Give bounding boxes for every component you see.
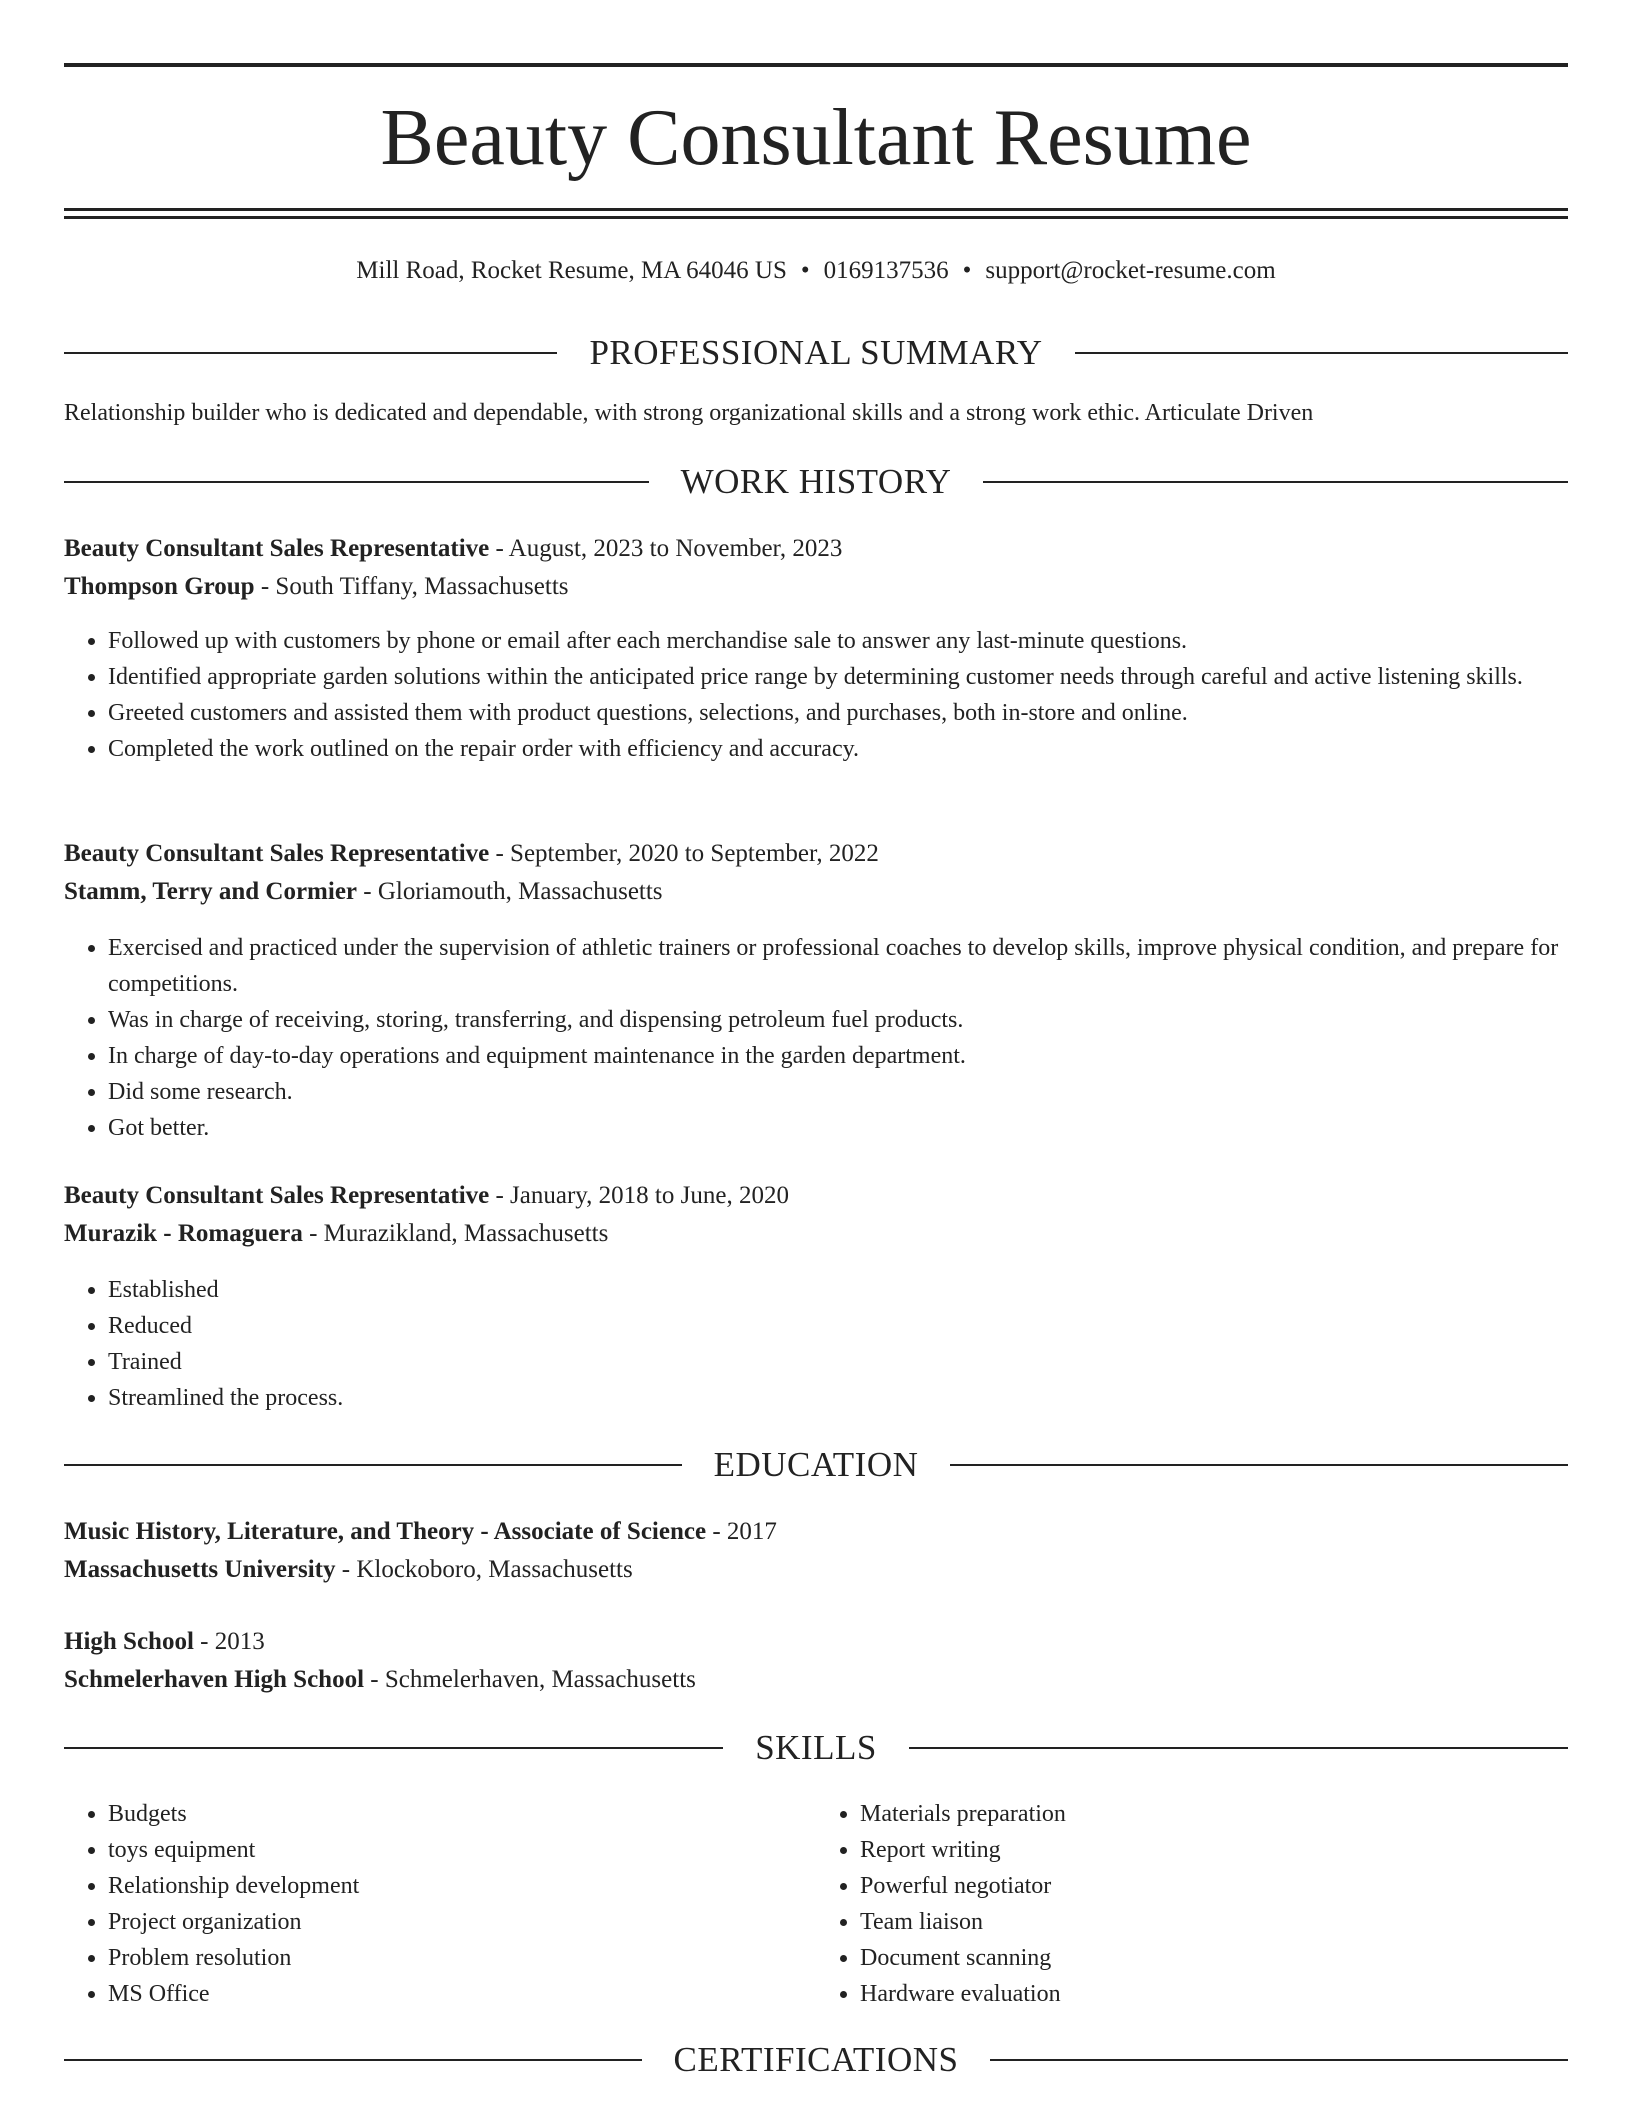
job-company-line: [64, 1215, 1568, 1253]
skills-column-left: [64, 1796, 816, 2012]
section-heading-work-history: [64, 460, 1568, 504]
job-bullet: • Trained: [108, 1344, 1568, 1380]
education-entry: [64, 1513, 1568, 1589]
job-bullet: • In charge of day-to-day operations and equipment maintenance in the garden department.: [108, 1038, 1568, 1074]
skill-item: • Document scanning: [860, 1940, 1568, 1976]
job-title-line: [64, 530, 1568, 568]
job-entry: [64, 835, 1568, 911]
skill-item: • Problem resolution: [108, 1940, 816, 1976]
skill-item: • Relationship development: [108, 1868, 816, 1904]
job-bullet: • Reduced: [108, 1308, 1568, 1344]
job-company: Stamm, Terry and Cormier: [64, 878, 358, 905]
divider-line: [64, 1464, 682, 1466]
divider-line: [990, 2059, 1568, 2061]
job-bullet: • Streamlined the process.: [108, 1380, 1568, 1416]
job-bullet: • Exercised and practiced under the supervision of athletic trainers or professional coaches to develop skills, improve physical condition, and prepare for competitions.: [108, 930, 1568, 1002]
job-bullet: • Completed the work outlined on the repair order with efficiency and accuracy.: [108, 731, 1568, 767]
skill-item: • Hardware evaluation: [860, 1976, 1568, 2012]
divider-line: [64, 2059, 642, 2061]
contact-email: support@rocket-resume.com: [985, 257, 1276, 284]
section-heading-certifications: [64, 2038, 1568, 2082]
divider-line: [983, 481, 1568, 483]
job-bullet: • Greeted customers and assisted them with product questions, selections, and purchases, both in-store and online.: [108, 695, 1568, 731]
job-entry: [64, 1177, 1568, 1253]
section-title: EDUCATION: [713, 1445, 919, 1484]
degree: High School: [64, 1628, 194, 1655]
degree-line: [64, 1513, 1568, 1551]
job-location: - Gloriamouth, Massachusetts: [357, 878, 663, 905]
contact-phone: 0169137536: [823, 257, 949, 284]
job-bullets: [64, 930, 1568, 1146]
skill-item: • Team liaison: [860, 1904, 1568, 1940]
contact-address: Mill Road, Rocket Resume, MA 64046 US: [356, 257, 787, 284]
skill-item: • Project organization: [108, 1904, 816, 1940]
skill-item: • Materials preparation: [860, 1796, 1568, 1832]
degree: Music History, Literature, and Theory - Associate of Science: [64, 1518, 707, 1545]
title-rule-upper: [64, 208, 1568, 211]
school-location: - Schmelerhaven, Massachusetts: [364, 1666, 696, 1693]
resume-title: Beauty Consultant Resume: [380, 94, 1252, 182]
graduation-year: - 2017: [706, 1518, 777, 1545]
skill-item: • Report writing: [860, 1832, 1568, 1868]
section-title: SKILLS: [755, 1728, 877, 1767]
job-title: Beauty Consultant Sales Representative: [64, 535, 490, 562]
job-company-line: [64, 873, 1568, 911]
divider-line: [64, 1747, 723, 1749]
school-line: [64, 1661, 1568, 1699]
section-heading-skills: [64, 1726, 1568, 1770]
skill-item: • Budgets: [108, 1796, 816, 1832]
job-company-line: [64, 568, 1568, 606]
job-title: Beauty Consultant Sales Representative: [64, 840, 490, 867]
job-bullet: • Followed up with customers by phone or email after each merchandise sale to answer any last-minute questions.: [108, 623, 1568, 659]
education-entry: [64, 1623, 1568, 1699]
contact-separator: •: [800, 257, 810, 284]
school-location: - Klockoboro, Massachusetts: [335, 1556, 633, 1583]
section-heading-summary: [64, 331, 1568, 375]
job-bullets: [64, 623, 1568, 767]
job-bullet: • Was in charge of receiving, storing, transferring, and dispensing petroleum fuel products.: [108, 1002, 1568, 1038]
skill-item: • Powerful negotiator: [860, 1868, 1568, 1904]
job-bullet: • Got better.: [108, 1110, 1568, 1146]
job-location: - Murazikland, Massachusetts: [302, 1220, 609, 1247]
divider-line: [1075, 352, 1568, 354]
job-dates: - January, 2018 to June, 2020: [489, 1182, 789, 1209]
job-dates: - August, 2023 to November, 2023: [489, 535, 843, 562]
job-dates: - September, 2020 to September, 2022: [489, 840, 879, 867]
section-heading-education: [64, 1443, 1568, 1487]
skill-item: • toys equipment: [108, 1832, 816, 1868]
section-title: PROFESSIONAL SUMMARY: [589, 333, 1043, 372]
contact-line: [64, 254, 1568, 288]
divider-line: [950, 1464, 1568, 1466]
job-title-line: [64, 1177, 1568, 1215]
summary-text: Relationship builder who is dedicated and dependable, with strong organizational skills and a strong work ethic. Articulate Driven: [64, 400, 1314, 426]
job-bullet: • Did some research.: [108, 1074, 1568, 1110]
graduation-year: - 2013: [193, 1628, 265, 1655]
job-company: Murazik - Romaguera: [64, 1220, 303, 1247]
skill-item: • MS Office: [108, 1976, 816, 2012]
skills-list: [64, 1796, 1568, 2012]
job-title-line: [64, 835, 1568, 873]
divider-line: [64, 481, 649, 483]
contact-separator: •: [962, 257, 972, 284]
divider-line: [64, 352, 557, 354]
divider-line: [909, 1747, 1568, 1749]
job-bullets: [64, 1272, 1568, 1416]
job-bullet: • Established: [108, 1272, 1568, 1308]
title-rule-lower: [64, 216, 1568, 219]
degree-line: [64, 1623, 1568, 1661]
job-entry: [64, 530, 1568, 606]
job-company: Thompson Group: [64, 573, 255, 600]
school-line: [64, 1551, 1568, 1589]
job-bullet: • Identified appropriate garden solutions within the anticipated price range by determining customer needs through careful and active listening skills.: [108, 659, 1568, 695]
skills-column-right: [816, 1796, 1568, 2012]
school-name: Schmelerhaven High School: [64, 1666, 365, 1693]
section-title: WORK HISTORY: [680, 462, 952, 501]
job-location: - South Tiffany, Massachusetts: [254, 573, 569, 600]
job-title: Beauty Consultant Sales Representative: [64, 1182, 490, 1209]
school-name: Massachusetts University: [64, 1556, 336, 1583]
top-rule: [64, 63, 1568, 67]
section-title: CERTIFICATIONS: [673, 2040, 959, 2079]
